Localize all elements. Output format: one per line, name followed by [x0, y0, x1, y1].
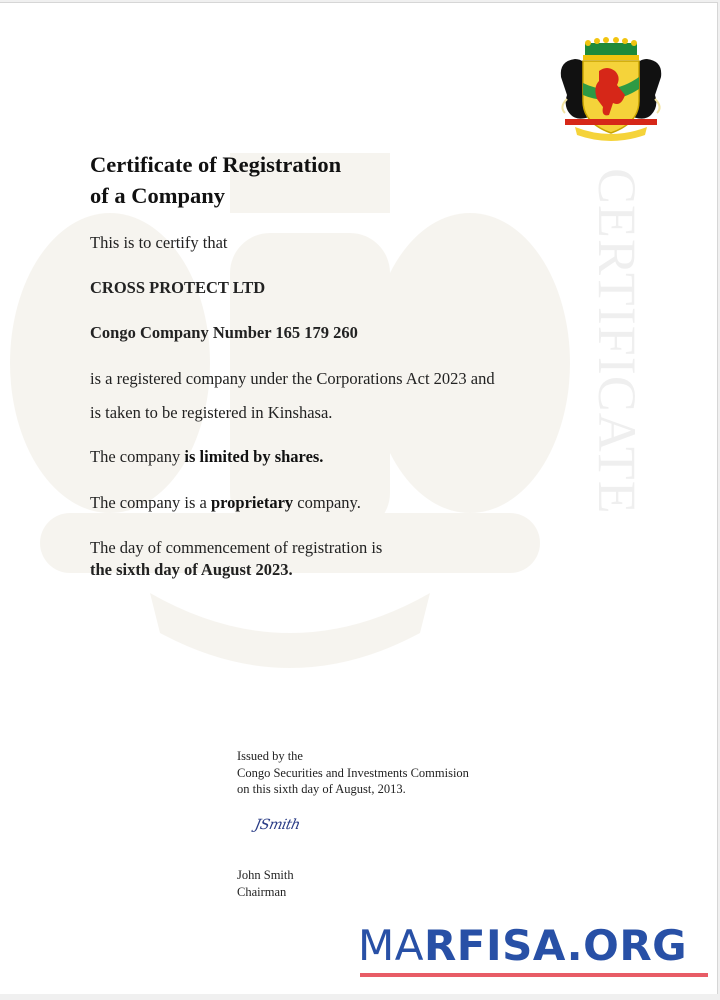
brand-suffix: RFISA.ORG — [423, 921, 688, 970]
title-line-2: of a Company — [90, 183, 226, 208]
proprietary-suffix: company. — [293, 493, 361, 512]
limited-prefix: The company — [90, 447, 185, 466]
issued-line-3: on this sixth day of August, 2013. — [237, 782, 406, 796]
certificate-watermark-text: CERTIFICATE — [587, 168, 647, 515]
signer-block — [237, 867, 294, 901]
limited-emphasis: is limited by shares. — [184, 447, 324, 466]
brand-prefix: MA — [358, 921, 424, 970]
company-number: Congo Company Number 165 179 260 — [90, 323, 358, 342]
registration-statement-line-1: is a registered company under the Corporations Act 2023 and — [90, 369, 495, 388]
proprietary-prefix: The company is a — [90, 493, 211, 512]
signer-title: Chairman — [237, 885, 287, 899]
certify-text: This is to certify that — [90, 233, 228, 252]
company-name: CROSS PROTECT LTD — [90, 278, 266, 297]
signature: JSmith — [253, 817, 302, 833]
limited-by-shares-statement — [90, 446, 323, 468]
certificate-title — [90, 149, 341, 211]
title-line-1: Certificate of Registration — [90, 152, 342, 177]
coat-of-arms-icon — [555, 37, 667, 145]
certificate-page — [0, 2, 718, 994]
issuer-block — [237, 748, 469, 798]
commencement-line-1: The day of commencement of registration is — [90, 538, 383, 557]
issued-line-2: Congo Securities and Investments Commision — [237, 765, 469, 780]
proprietary-emphasis: proprietary — [210, 493, 294, 512]
brand-underline — [360, 973, 708, 977]
marfisa-brand-logo — [358, 923, 687, 969]
proprietary-statement — [90, 492, 361, 514]
registration-statement-line-2: is taken to be registered in Kinshasa. — [90, 403, 333, 422]
commencement-date: the sixth day of August 2023. — [90, 560, 293, 579]
issued-line-1: Issued by the — [237, 749, 303, 763]
signer-name: John Smith — [237, 868, 294, 882]
